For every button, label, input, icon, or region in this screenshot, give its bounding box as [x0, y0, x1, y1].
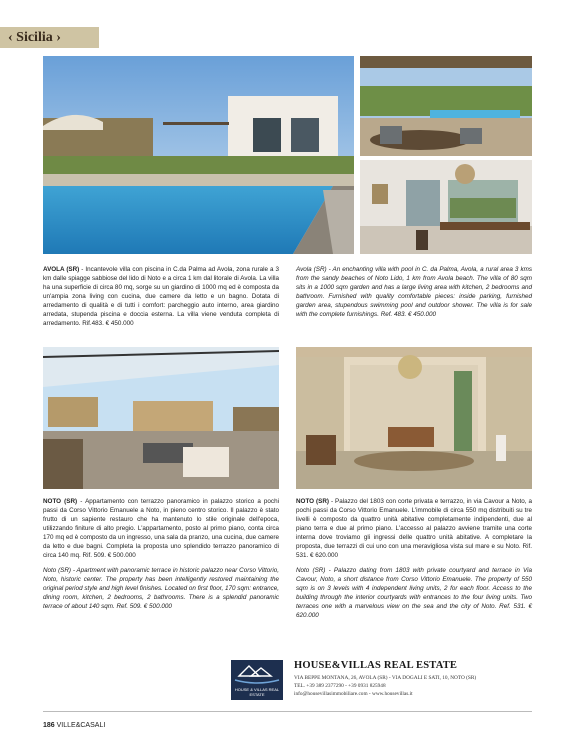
agency-web: info@housevillasimmobiliare.com - www.housevillas.it	[294, 691, 413, 697]
page-footer	[43, 722, 105, 729]
listing2-title: NOTO (SR)	[43, 498, 78, 505]
page-number: 186	[43, 722, 55, 729]
listing2-desc-en: Noto (SR) - Apartment with panoramic terrace in historic palazzo near Corso Vittorio, Noto, historic center. The property has been intelligently restored maintaining the original period style and high level finishes. Located on first floor, 170 sqm: entrance, dining room, kitchen, 2 bedrooms, 2 bathrooms. There is a splendid panoramic terrace of about 140 sqm. Ref. 509. € 500.000	[43, 567, 279, 610]
agency-block	[231, 660, 531, 703]
terrace-pergola-photo	[360, 56, 532, 156]
palazzo-interior-photo	[296, 347, 532, 489]
agency-logo-text: HOUSE & VILLAS REAL ESTATE	[234, 687, 280, 697]
listing1-desc-it	[43, 265, 279, 328]
listing3-title: NOTO (SR)	[296, 498, 329, 505]
villa-pool-photo	[43, 56, 354, 254]
listing3-desc-en: Noto (SR) - Palazzo dating from 1803 with private courtyard and terrace in Via Cavour, Noto, a short distance from Corso Vittorio Emanuele. The property of 550 sqm is on 3 levels with 4 independent living units, 2 for each floor. Access to the building through the interior courtyards with entrances to the four living units. Two terraces one with a marvelous view on the sea and the city of Noto. Ref. 531. € 620.000	[296, 567, 532, 619]
listing1-title: AVOLA (SR)	[43, 266, 80, 273]
listing3-desc-it	[296, 497, 532, 560]
listing2-desc-it	[43, 497, 279, 560]
magazine-name: VILLE&CASALI	[56, 722, 106, 729]
listing3-body: - Palazzo del 1803 con corte privata e terrazzo, in via Cavour a Noto, a pochi passi da Corso Vittorio Emanuele. L'immobile di circa 550 mq distribuiti su tre livelli è composto da quattro unità abitative completamente indipendenti, due al piano terra e due al primo piano. L'accesso al palazzo avviene tramite una corte interna dove troviamo gli ingressi delle quattro unità abitative. A completare la proposta, due terrazzi di cui uno con una meravigliosa vista sul mare e su Noto. Rif. 531. € 620.000	[296, 498, 532, 559]
panoramic-terrace-photo	[43, 347, 279, 489]
footer-divider	[43, 711, 532, 712]
agency-tel: TEL. +39 389 2377290 - +39 0931 825948	[294, 683, 386, 689]
agency-address: VIA BEPPE MONTANA, 26, AVOLA (SR) - VIA DOGALI E SATI, 10, NOTO (SR)	[294, 675, 477, 681]
agency-logo	[231, 660, 283, 700]
listing1-body: - Incantevole villa con piscina in C.da Palma ad Avola, zona rurale a 3 km dalle spiagge sabbiose del lido di Noto e a circa 1 km dal litorale di Avola. La villa ha una superficie di circa 80 mq, sorge su un giardino di 1000 mq ed è composta da un'ampia zona living con cucina, due camere da letto e un bagno. Dotata di arredamento di qualità e di tutti i comfort: parcheggio auto interno, area giardino arredata, stupenda piscina e doccia esterna. La villa viene venduta completa di arredamento. Rif.483. € 450.000	[43, 266, 280, 327]
section-tab: ‹ Sicilia ›	[0, 27, 99, 48]
living-room-photo	[360, 160, 532, 254]
listing2-body: - Appartamento con terrazzo panoramico in palazzo storico a pochi passi da Corso Vittorio Emanuele a Noto, in pieno centro storico. Il palazzo è stato frutto di un sapiente restauro che ha mantenuto lo stile originale dell'epoca, utilizzando finiture di alto pregio. L'appartamento, posto al primo piano, conta circa 170 mq ed è composto da un ingresso, una sala da pranzo, una cucina, due camere da letto e due bagni. Completa la proposta uno splendido terrazzo panoramico di circa 140 mq. Rif. 509. € 500.000	[43, 498, 279, 559]
agency-name: HOUSE&VILLAS REAL ESTATE	[294, 660, 458, 671]
listing1-desc-en: Avola (SR) - An enchanting villa with pool in C. da Palma, Avola, a rural area 3 kms from the sandy beaches of Noto Lido, 1 km from Avola beach. The villa of 80 sqm sits in a 1000 sqm garden and has a large living area with kitchen, 2 bedrooms and bathroom. Furnished with quality comfortable pieces: inside parking, furnished garden area, stupendous swimming pool and outdoor shower. The villa is for sale with the complete furnishings. Ref. 483. € 450.000	[296, 266, 532, 318]
